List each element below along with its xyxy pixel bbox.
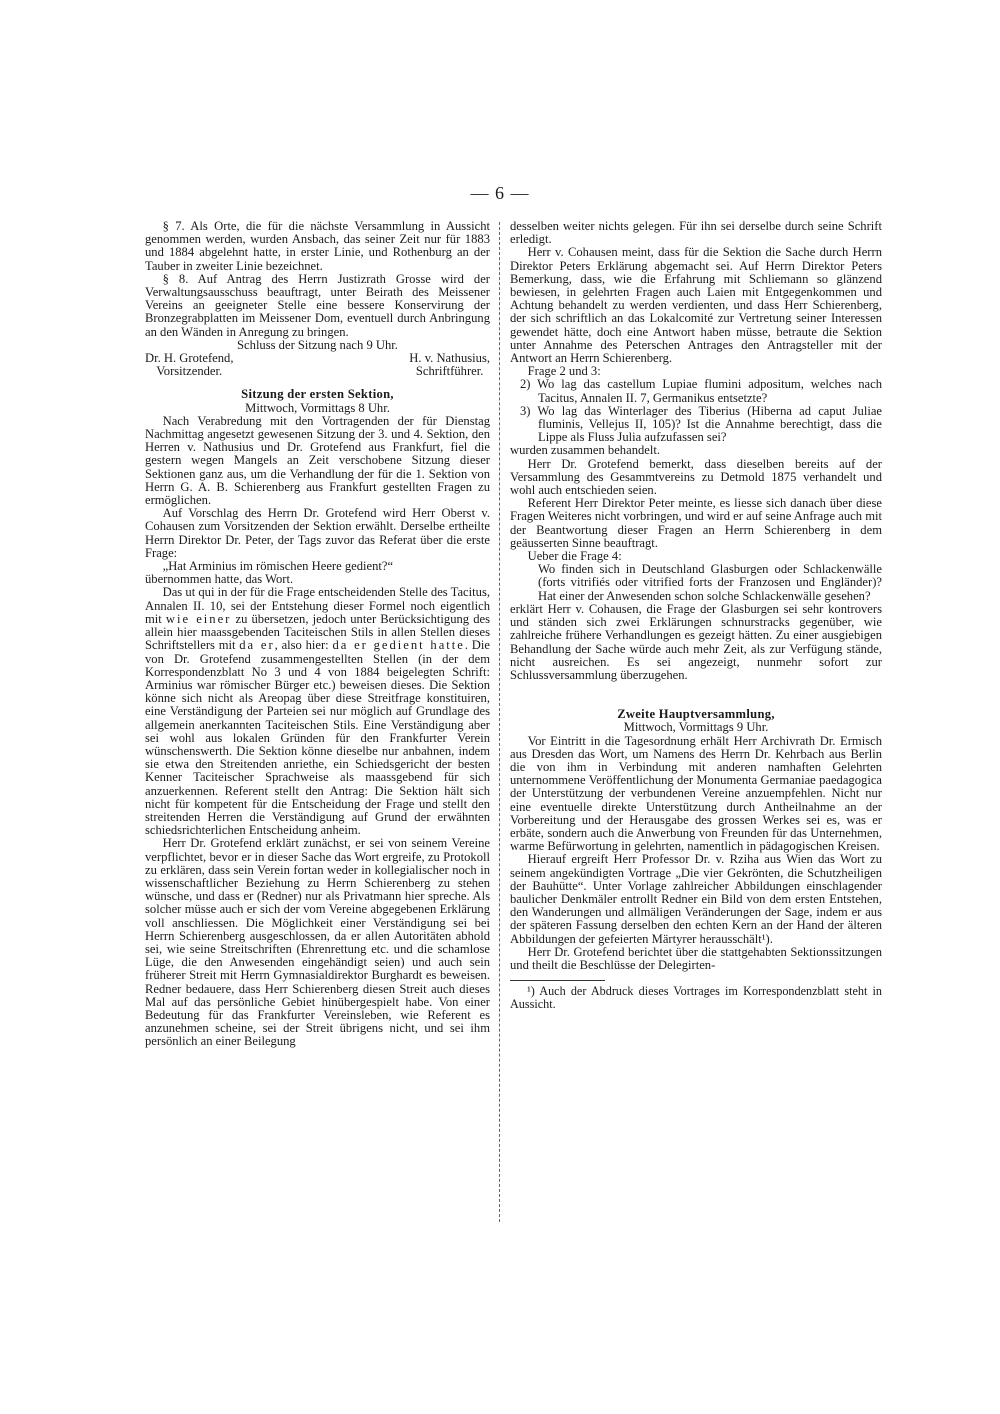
paragraph-continuation: übernommen hatte, das Wort. xyxy=(145,572,294,587)
section-heading-second-assembly: Zweite Hauptversammlung, xyxy=(617,707,775,722)
section-heading-first-session: Sitzung der ersten Sektion, xyxy=(241,387,394,402)
section-subheading-second-assembly: Mittwoch, Vormittags 9 Uhr. xyxy=(623,720,769,735)
quote-line: „Hat Arminius im römischen Heere gedient?“ xyxy=(162,559,394,574)
paragraph: Frage 2 und 3: xyxy=(527,364,601,379)
paragraph: Herr Dr. Grotefend erklärt zunächst, er sei von seinem Vereine verpflichtet, bevor er in dieser Sache das Wort ergreife, zu Protokoll zu erklären, dass sein Verein fortan weder in kollegialischer noch in wissenschaftlicher Beziehung zu Herrn Schierenberg zu stehen wünsche, und dass er (Redner) nur als Privatmann hier spreche. Als solcher müsse auch er sich der vom Vereine abgegebenen Erklärung voll anschliessen. Die Möglichkeit einer Verständigung sei bei Herrn Schierenberg ausgeschlossen, da er allen Autoritäten abhold sei, wie seine Streitschriften (Ehrenrettung etc. und die schamlose Lüge, die den Anwesenden eingehändigt seien) und auch sein früherer Streit mit Herrn Gymnasialdirektor Burghardt es beweisen. Redner bedauere, dass Herr Schierenberg diesen Streit auch dieses Mal auf das persönliche Gebiet hinübergespielt habe. Von einer Bedeutung für das Frankfurter Vereinsleben, wie Referent es anzunehmen scheine, sei der Streit übrigens nicht, und sei ihm persönlich an einer Beilegung xyxy=(145,836,490,1049)
paragraph: Herr Dr. Grotefend bemerkt, dass dieselben bereits auf der Versammlung des Gesammtvereins zu Detmold 1875 verhandelt und wohl auch entschieden seien. xyxy=(510,456,882,498)
footnote: ¹) Auch der Abdruck dieses Vortrages im Korrespondenzblatt steht in Aussicht. xyxy=(510,984,882,1012)
paragraph: Hierauf ergreift Herr Professor Dr. v. Rziha aus Wien das Wort zu seinem angekündigten Vortrage „Die vier Gekrönten, die Schutzheiligen der Bauhütte“. Unter Vorlage zahlreicher Abbildungen einschlagender baulicher Denkmäler entrollt Redner ein Bild von dem ersten Entstehen, den Wanderungen und allmäligen Veränderungen der Sage, indem er aus der späteren Fassung derselben den echten Kern an der Hand der älteren Abbildungen der gefeierten Märtyrer herausschält¹). xyxy=(510,852,882,946)
question-item: Wo finden sich in Deutschland Glasburgen oder Schlackenwälle (forts vitrifiés oder vitrified forts der Franzosen und Engländer)? Hat einer der Anwesenden schon solche Schlackenwälle gesehen? xyxy=(538,562,882,603)
paragraph: Referent Herr Direktor Peter meinte, es liesse sich danach über diese Fragen Weiteres nicht vorbringen, und wird er auf seine Anfrage auch mit der Beantwortung dieser Fragen an Herrn Schierenberg in dem geäusserten Sinne beauftragt. xyxy=(510,496,882,550)
paragraph: Nach Verabredung mit den Vortragenden der für Dienstag Nachmittag angesetzt gewesenen Sitzung der 3. und 4. Sektion, den Herren v. Nathusius und Dr. Grotefend aus Frankfurt, fiel die gestern wegen Mangels an Zeit verschobene Sitzung dieser Sektionen ganz aus, um die Verhandlung der für die 1. Sektion von Herrn G. A. B. Schierenberg aus Frankfurt gestellten Fragen zu ermöglichen. xyxy=(145,413,490,508)
paragraph-continuation: wurden zusammen behandelt. xyxy=(510,443,661,458)
paragraph: Vor Eintritt in die Tagesordnung erhält Herr Archivrath Dr. Ermisch aus Dresden das Wort, um Namens des Herrn Dr. Kehrbach aus Berlin die von ihm in Verbindung mit anderen namhaften Gelehrten unternommene Veröffentlichung der Monumenta Germaniae paedagogica der Unterstützung der verbundenen Vereine anzuempfehlen. Nicht nur eine eventuelle direkte Unterstützung durch Antheilnahme an der Vorbereitung und der Herausgabe des grossen Werkes sei es, was er erbäte, sondern auch die Anwerbung von Freunden für das Unternehmen, warme Befürwortung in gelehrten, namentlich in pädagogischen Kreisen. xyxy=(510,733,882,854)
signature-secretary-role: Schriftführer. xyxy=(415,364,484,379)
question-item: 2) Wo lag das castellum Lupiae flumini adpositum, welches nach Tacitus, Annalen II. 7, Germanikus entsetzte? xyxy=(520,377,882,405)
column-divider xyxy=(499,222,500,1222)
left-column xyxy=(145,220,490,1049)
paragraph-continuation: desselben weiter nichts gelegen. Für ihn sei derselbe durch seine Schrift erledigt. xyxy=(510,219,882,247)
signature-secretary xyxy=(409,352,490,378)
page-number: — 6 — xyxy=(470,183,530,203)
paragraph-section-8: § 8. Auf Antrag des Herrn Justizrath Grosse wird der Verwaltungsausschuss beauftragt, unter Beirath des Meissener Vereins an geeigneter Stelle eine bessere Konservirung der Bronzegrabplatten im Meissener Dom, eventuell durch Anbringung an den Wänden in Anregung zu bringen. xyxy=(145,271,490,339)
paragraph-continuation: erklärt Herr v. Cohausen, die Frage der Glasburgen sei sehr kontrovers und ständen sich zwei Erklärungen schnurstracks gegenüber, wie zahlreiche frühere Verhandlungen es gezeigt hätten. Zu einer ausgiebigen Behandlung der Sache würde auch mehr Zeit, als zur Verfügung stände, nicht ausreichen. Es sei angezeigt, nunmehr sofort zur Schlussversammlung überzugehen. xyxy=(510,601,882,682)
paragraph: Herr Dr. Grotefend berichtet über die stattgehabten Sektionssitzungen und theilt die Beschlüsse der Delegirten- xyxy=(510,944,882,972)
paragraph: Herr v. Cohausen meint, dass für die Sektion die Sache durch Herrn Direktor Peters Erklärung abgemacht sei. Auf Herrn Direktor Peters Bemerkung, dass, wie die Erfahrung mit Schliemann so glänzend bewiesen, in gelehrten Fragen auch Laien mit Entgegenkommen und Achtung behandelt zu werden verdienten, und dass Herr Schierenberg, der sich schriftlich an das Lokalcomité zur Vertretung seiner Interessen gewendet hätte, doch eine Antwort haben müsse, betraute die Sektion unter Annahme des Peterschen Antrages den Antragsteller mit der Antwort an Herrn Schierenberg. xyxy=(510,245,882,366)
right-column xyxy=(510,220,882,1012)
closing-line: Schluss der Sitzung nach 9 Uhr. xyxy=(237,337,398,352)
section-subheading-first-session: Mittwoch, Vormittags 8 Uhr. xyxy=(245,400,390,415)
question-item: 3) Wo lag das Winterlager des Tiberius (Hiberna ad caput Juliae fluminis, Vellejus II, 105)? Ist die Annahme berechtigt, dass die Lippe als Fluss Julia aufzufassen sei? xyxy=(520,403,882,445)
paragraph: Ueber die Frage 4: xyxy=(527,549,622,564)
signature-secretary-name: H. v. Nathusius, xyxy=(409,351,490,366)
paragraph: Auf Vorschlag des Herrn Dr. Grotefend wird Herr Oberst v. Cohausen zum Vorsitzenden der Sektion erwählt. Derselbe ertheilte Herrn Direktor Dr. Peter, der Tags zuvor das Referat über die erste Frage: xyxy=(145,506,490,560)
paragraph-section-7: § 7. Als Orte, die für die nächste Versammlung in Aussicht genommen werden, wurden Ansbach, das seiner Zeit nur für 1883 und 1884 abgelehnt hatte, in erster Linie, und Rothenburg an der Tauber in zweiter Linie bezeichnet. xyxy=(145,219,490,273)
paragraph: Das ut qui in der für die Frage entscheidenden Stelle des Tacitus, Annalen II. 10, sei der Entstehung dieser Formel noch eigentlich mit wie einer zu übersetzen, jedoch unter Berücksichtigung des allein hier maassgebenden Taciteischen Stils in allen Stellen dieses Schriftstellers mit da er, also hier: da er gedient hatte. Die von Dr. Grotefend zusammengestellten Stellen (in der dem Korrespondenzblatt No 3 und 4 von 1884 beigelegten Schrift: Arminius war römischer Bürger etc.) beweisen dieses. Die Sektion könne sich nicht als Areopag über diese Streitfrage konstituiren, eine Verständigung der Parteien sei nur möglich auf Grundlage des allgemein anerkannten Taciteischen Stils. Eine Verständigung aber sei wohl aus lokalen Gründen für den Frankfurter Verein wünschenswerth. Die Sektion könne dieselbe nur anbahnen, indem sie etwa den Streitenden anriethe, ein Schiedsgericht der besten Kenner Taciteischer Sprachweise als maassgebend für sich anzuerkennen. Referent stellt den Antrag: Die Sektion hält sich nicht für kompetent für die Entscheidung der Frage und stellt den streitenden Herren die Verständigung auf Grund der erwähnten schiedsrichterlichen Entscheidung anheim. xyxy=(145,585,490,838)
footnote-rule xyxy=(510,980,605,981)
signature-chair xyxy=(145,352,233,378)
signature-chair-name: Dr. H. Grotefend, xyxy=(145,351,234,366)
signatures xyxy=(145,352,490,378)
signature-chair-role: Vorsitzender. xyxy=(156,364,223,379)
